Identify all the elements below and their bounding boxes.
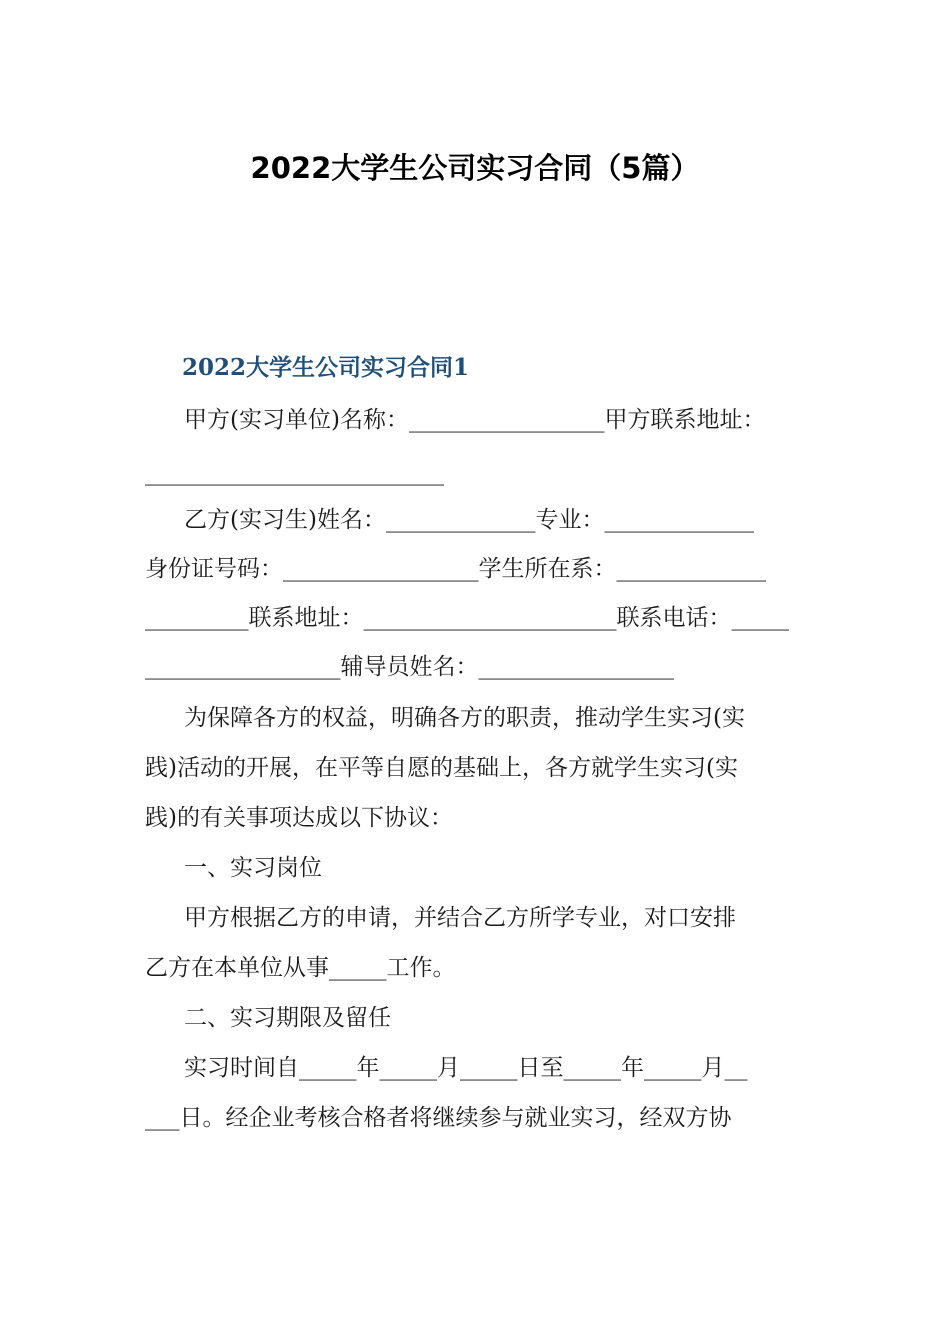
id-number-line: 身份证号码：_________________学生所在系：_____________ xyxy=(145,556,766,582)
counselor-name-line: _________________辅导员姓名：_________________ xyxy=(145,654,674,680)
preamble-line-3: 践)的有关事项达成以下协议： xyxy=(145,805,453,831)
document-title: 2022大学生公司实习合同（5篇） xyxy=(250,151,700,185)
clause-1-heading: 一、实习岗位 xyxy=(184,855,322,881)
preamble-line-1: 为保障各方的权益，明确各方的职责，推动学生实习(实 xyxy=(184,705,745,731)
clause-2-heading: 二、实习期限及留任 xyxy=(184,1005,391,1031)
contact-address-line: _________联系地址：______________________联系电话：_____ xyxy=(145,605,789,631)
clause-2-text-line-2: ___日。经企业考核合格者将继续参与就业实习，经双方协 xyxy=(145,1105,732,1131)
preamble-line-2: 践)活动的开展，在平等自愿的基础上，各方就学生实习(实 xyxy=(145,755,738,781)
clause-1-text-line-2: 乙方在本单位从事_____工作。 xyxy=(145,955,456,981)
clause-2-text-line-1: 实习时间自_____年_____月_____日至_____年_____月__ xyxy=(184,1055,748,1081)
party-a-name-line: 甲方(实习单位)名称：_________________甲方联系地址： xyxy=(184,407,766,433)
party-b-name-line: 乙方(实习生)姓名：_____________专业：_____________ xyxy=(184,507,754,533)
clause-1-text-line-1: 甲方根据乙方的申请，并结合乙方所学专业，对口安排 xyxy=(184,905,736,931)
party-a-address-blank: __________________________ xyxy=(145,460,444,486)
section-heading: 2022大学生公司实习合同1 xyxy=(182,354,470,381)
